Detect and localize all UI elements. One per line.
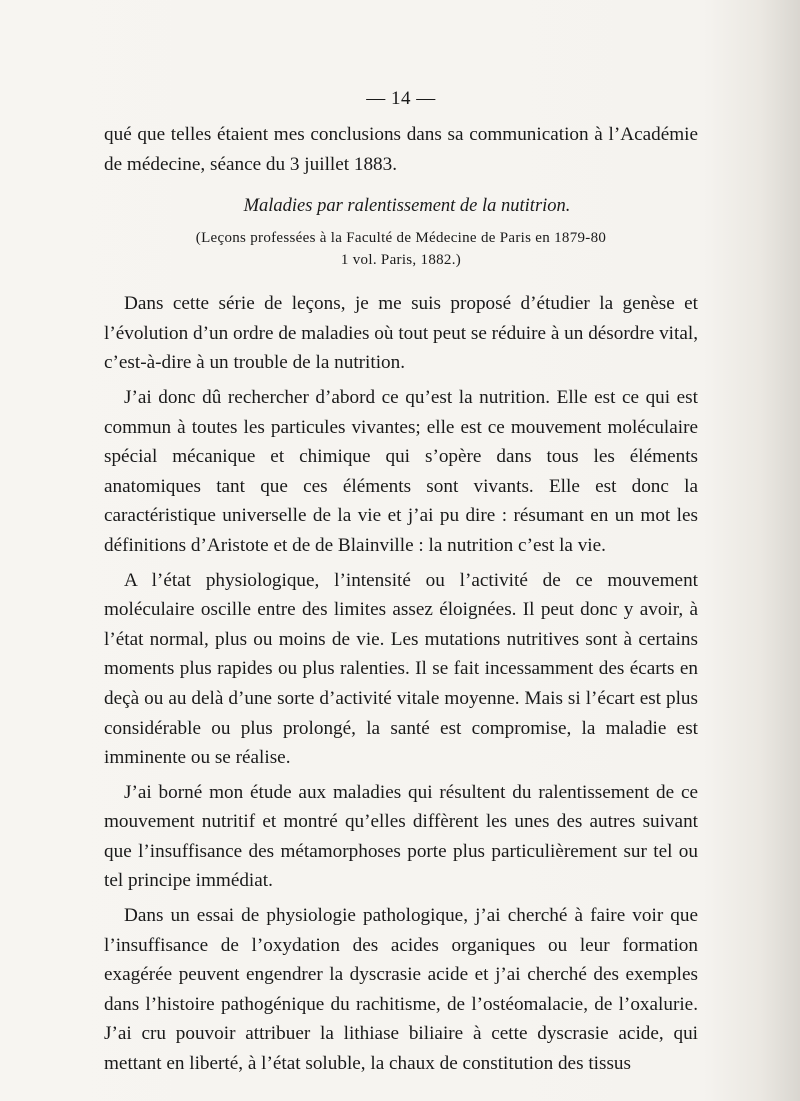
opening-paragraph: qué que telles étaient mes conclusions dans sa communication à l’Académie de médecine, séance du 3 juillet 1883. <box>104 124 698 175</box>
body-paragraph: J’ai donc dû rechercher d’abord ce qu’est la nutrition. Elle est ce qui est commun à toutes les particules vivantes; elle est ce mouvement moléculaire spécial mécanique et chimique qui s’opère dans tous les éléments anatomiques tant que ces éléments sont vivants. Elle est donc la caractéristique universelle de la vie et j’ai pu dire : résumant en un mot les définitions d’Aristote et de de Blainville : la nutrition c’est la vie. <box>104 386 698 556</box>
section-title: Maladies par ralentissement de la nutitrion. <box>243 196 571 217</box>
body-paragraph: Dans un essai de physiologie pathologique, j’ai cherché à faire voir que l’insuffisance de l’oxydation des acides organiques ou leur formation exagérée peuvent engendrer la dyscrasie acide et j’ai cherché des exemples dans l’histoire pathogénique du rachitisme, de l’ostéomalacie, de l’oxalurie. J’ai cru pouvoir attribuer la lithiase biliaire à cette dyscrasie acide, qui mettant en liberté, à l’état soluble, la chaux de constitution des tissus <box>104 905 698 1075</box>
body-paragraph: J’ai borné mon étude aux maladies qui résultent du ralentissement de ce mouvement nutritif et montré qu’elles diffèrent les unes des autres suivant que l’insuffisance des métamorphoses porte plus particulièrement sur tel ou tel principe immédiat. <box>104 781 698 892</box>
citation <box>104 227 698 271</box>
page-text-block <box>104 88 698 1079</box>
citation-line: 1 vol. Paris, 1882.) <box>340 252 462 269</box>
citation-line: (Leçons professées à la Faculté de Médecine de Paris en 1879-80 <box>195 230 607 247</box>
body-paragraph: Dans cette série de leçons, je me suis proposé d’étudier la genèse et l’évolution d’un ordre de maladies où tout peut se réduire à un désordre vital, c’est-à-dire à un trouble de la nutrition. <box>104 293 698 374</box>
body-paragraph: A l’état physiologique, l’intensité ou l’activité de ce mouvement moléculaire oscille entre des limites assez éloignées. Il peut donc y avoir, à l’état normal, plus ou moins de vie. Les mutations nutritives sont à certains moments plus rapides ou plus ralenties. Il se fait incessamment des écarts en deçà ou au delà d’une sorte d’activité vitale moyenne. Mais si l’écart est plus considérable ou plus prolongé, la santé est compromise, la maladie est imminente ou se réalise. <box>104 569 698 769</box>
page-number: — 14 — <box>366 88 436 109</box>
